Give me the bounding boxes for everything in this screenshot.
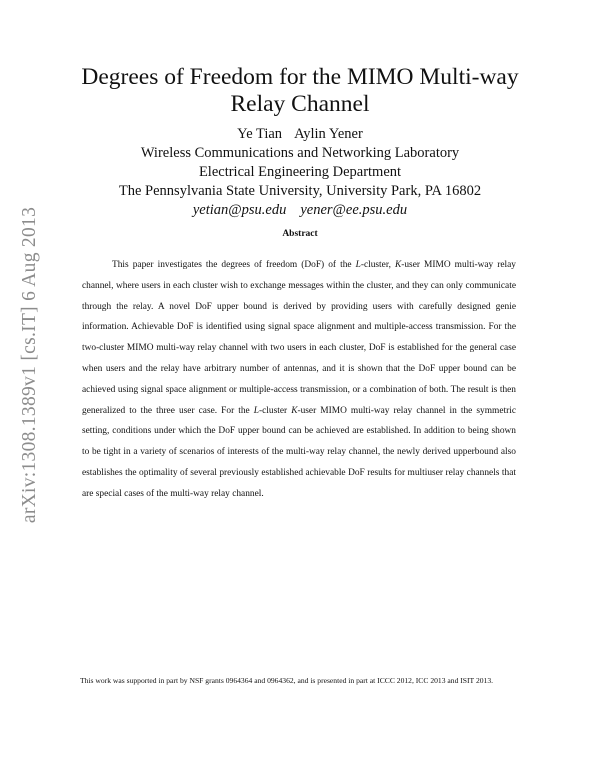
author-email: yetian@psu.edu <box>192 202 287 218</box>
math-variable-k: K <box>291 405 298 416</box>
funding-footnote: This work was supported in part by NSF grants 0964364 and 0964362, and is presented in part at ICCC 2012, ICC 2013 and ISIT 2013. <box>80 676 494 685</box>
author-block <box>60 125 540 220</box>
author-email: yener@ee.psu.edu <box>300 202 408 218</box>
abstract-text: -user MIMO multi-way relay channel, where users in each cluster wish to exchange messages within the cluster, and they can only communicate through the relay. A novel DoF upper bound is derived by providing users with carefully designed genie information. Achievable DoF is identified using signal space alignment and multiple-access transmission. For the two-cluster MIMO multi-way relay channel with two users in each cluster, DoF is established for the general case when users and the relay have arbitrary number of antennas, and it is shown that the DoF upper bound can be achieved using signal space alignment or multiple-access transmission, or a combination of both. The result is then generalized to the three user case. For the <box>82 260 516 416</box>
math-variable-l: L <box>253 405 260 416</box>
abstract-text: -cluster <box>259 405 292 416</box>
affiliation-department: Electrical Engineering Department <box>198 164 402 180</box>
math-variable-l: L <box>355 260 361 270</box>
arxiv-identifier: arXiv:1308.1389v1 [cs.IT] 6 Aug 2013 <box>19 206 40 524</box>
abstract-heading: Abstract <box>282 229 318 239</box>
author-name: Ye Tian <box>237 126 283 142</box>
abstract-body <box>82 255 516 505</box>
affiliation-university: The Pennsylvania State University, University Park, PA 16802 <box>118 183 482 199</box>
math-variable-k: K <box>394 260 402 270</box>
author-emails <box>60 201 540 220</box>
abstract-text: -user MIMO multi-way relay channel in the symmetric setting, conditions under which the DoF upper bound can be achieved are established. In addition to being shown to be tight in a variety of scenarios of interests of the multi-way relay channel, the newly derived upperbound also establishes the optimality of several previously established achievable DoF results for multiuser relay channels that are special cases of the multi-way relay channel. <box>82 405 516 499</box>
author-names <box>60 125 540 144</box>
paper-title: Degrees of Freedom for the MIMO Multi-way Relay Channel <box>81 64 519 117</box>
author-name: Aylin Yener <box>294 126 363 142</box>
abstract-text: -cluster, <box>360 260 395 270</box>
abstract-text: This paper investigates the degrees of freedom (DoF) of the <box>112 260 356 270</box>
affiliation-lab: Wireless Communications and Networking Laboratory <box>140 145 460 161</box>
